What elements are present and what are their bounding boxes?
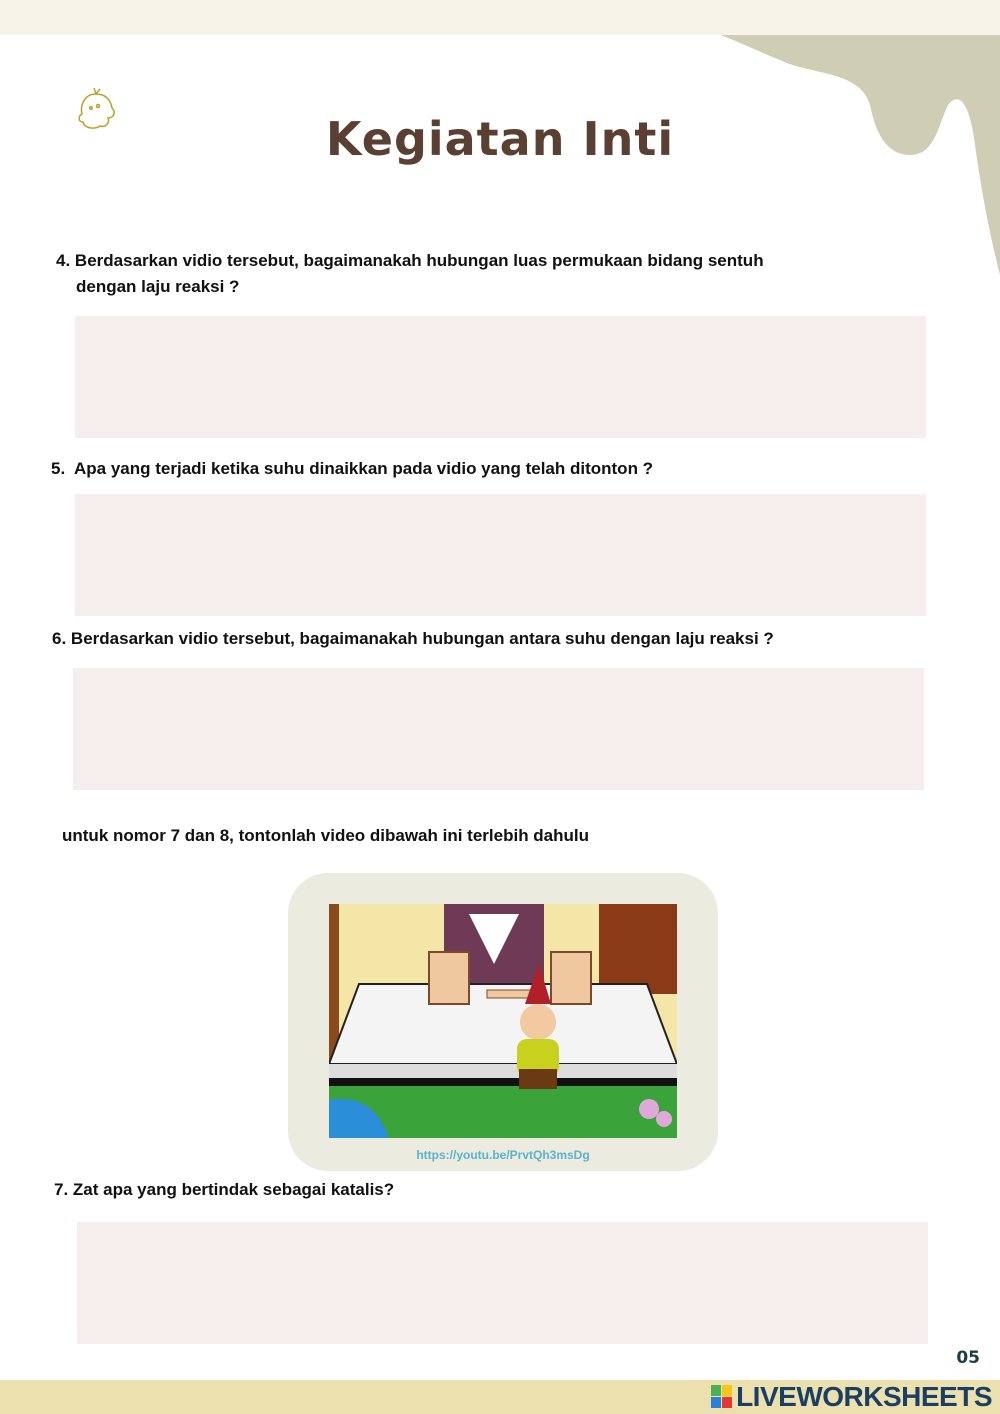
question-number: 5. [51,459,66,478]
question-number: 4. [56,251,71,270]
video-card [288,873,718,1171]
answer-box-5[interactable] [75,494,926,616]
question-text: Berdasarkan vidio tersebut, bagaimanakah hubungan antara suhu dengan laju reaksi ? [70,629,774,648]
question-number: 7. [54,1180,69,1199]
question-text-line2: dengan laju reaksi ? [76,277,240,296]
video-link[interactable]: https://youtu.be/PrvtQh3msDg [416,1148,590,1162]
question-text: Apa yang terjadi ketika suhu dinaikkan pada vidio yang telah ditonton ? [74,459,654,478]
page-number: 05 [956,1348,980,1368]
video-instruction: untuk nomor 7 dan 8, tontonlah video dibawah ini terlebih dahulu [62,826,590,845]
question-6 [52,626,774,652]
video-thumbnail[interactable] [329,904,677,1138]
brand-name: LIVEWORKSHEETS [736,1381,992,1412]
liveworksheets-logo[interactable] [711,1380,992,1414]
question-text: Zat apa yang bertindak sebagai katalis? [72,1180,395,1199]
answer-box-4[interactable] [75,316,926,438]
question-text: Berdasarkan vidio tersebut, bagaimanakah hubungan luas permukaan bidang sentuh [74,251,764,270]
answer-box-7[interactable] [77,1222,928,1344]
question-number: 6. [52,629,67,648]
answer-box-6[interactable] [73,668,924,790]
page-title: Kegiatan Inti [325,112,675,166]
top-band [0,0,1000,35]
question-4 [56,248,764,300]
live-logo-icon [711,1385,733,1409]
question-7 [54,1177,394,1203]
question-5 [51,456,653,482]
